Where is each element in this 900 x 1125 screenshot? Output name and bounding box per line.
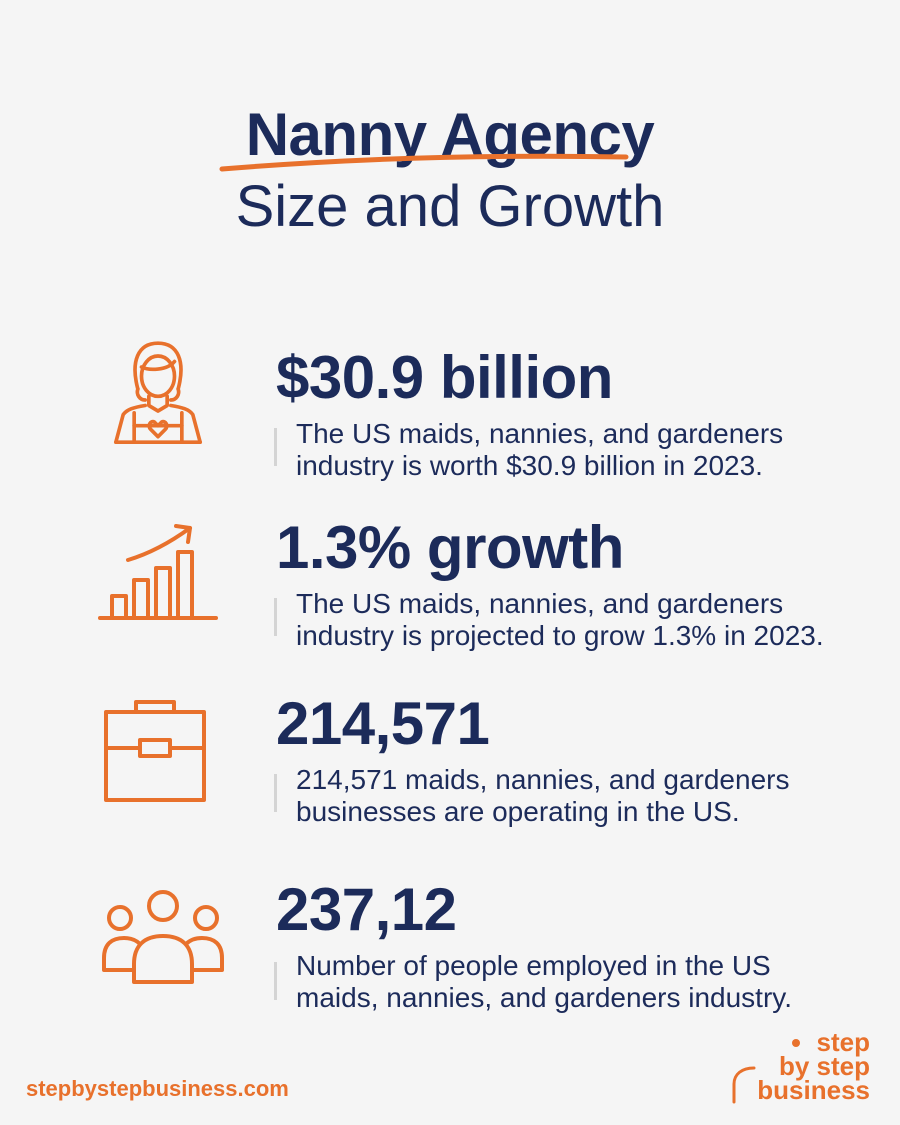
stat-divider (274, 428, 277, 466)
stat-value: 214,571 (276, 690, 490, 757)
stat-description-line: industry is projected to grow 1.3% in 2023. (296, 620, 824, 651)
briefcase-icon (98, 696, 218, 806)
page-subtitle: Size and Growth (235, 174, 665, 239)
stat-description (296, 588, 896, 652)
stat-value: $30.9 billion (276, 344, 613, 411)
stat-value: 237,12 (276, 876, 457, 943)
stat-divider (274, 774, 277, 812)
stat-divider (274, 962, 277, 1000)
stat-description-line: industry is worth $30.9 billion in 2023. (296, 450, 763, 481)
brand-logo (730, 1027, 870, 1110)
stat-divider (274, 598, 277, 636)
growth-chart-icon (98, 514, 218, 624)
page-title: Nanny Agency (245, 101, 655, 168)
stat-description-line: The US maids, nannies, and gardeners (296, 588, 784, 619)
people-group-icon (98, 886, 228, 996)
logo-dot-icon (792, 1039, 800, 1047)
logo-line: by step (778, 1051, 870, 1081)
stat-description-line: maids, nannies, and gardeners industry. (296, 982, 792, 1013)
stat-value: 1.3% growth (276, 514, 624, 581)
stat-description (296, 764, 896, 828)
stat-description-line: 214,571 maids, nannies, and gardeners (296, 764, 790, 795)
footer-website-link[interactable]: stepbystepbusiness.com (26, 1076, 289, 1101)
logo-line: step (816, 1027, 870, 1057)
nanny-icon (98, 334, 218, 444)
logo-arc (730, 1064, 762, 1104)
stat-description-line: Number of people employed in the US (296, 950, 771, 981)
stat-description (296, 418, 896, 482)
stat-description-line: The US maids, nannies, and gardeners (296, 418, 784, 449)
stat-description-line: businesses are operating in the US. (296, 796, 740, 827)
stat-description (296, 950, 896, 1014)
logo-line: business (757, 1075, 870, 1105)
